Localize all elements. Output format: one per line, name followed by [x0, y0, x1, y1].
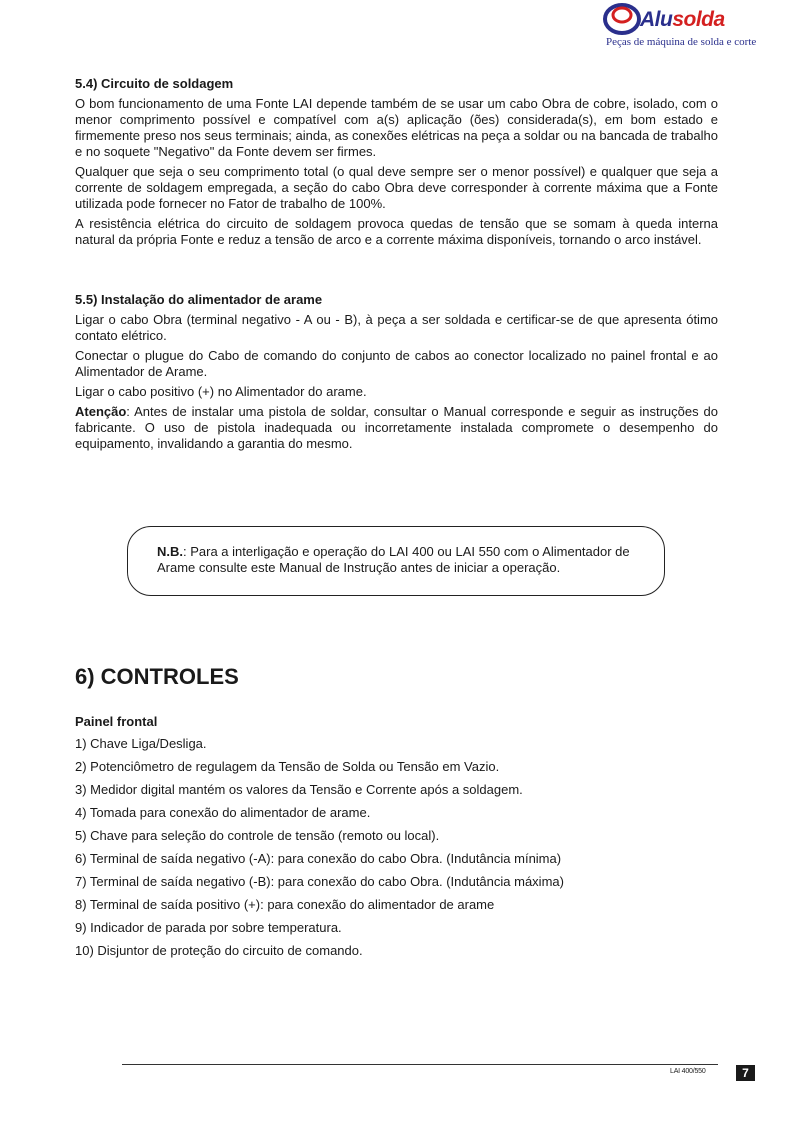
page-number: 7 [736, 1065, 755, 1081]
brand-logo-icon [602, 2, 642, 36]
list-item: 10) Disjuntor de proteção do circuito de comando. [75, 943, 363, 958]
section-6-title: 6) CONTROLES [75, 664, 239, 689]
note-box [127, 526, 665, 596]
section-5-4-title: 5.4) Circuito de soldagem [75, 76, 234, 91]
list-item: 3) Medidor digital mantém os valores da Tensão e Corrente após a soldagem. [75, 782, 523, 797]
note-body: : Para a interligação e operação do LAI 400 ou LAI 550 com o Alimentador de Arame consulte este Manual de Instrução antes de iniciar a operação. [157, 544, 630, 575]
footer-divider [122, 1064, 718, 1065]
list-item: 8) Terminal de saída positivo (+): para conexão do alimentador de arame [75, 897, 495, 912]
paragraph: O bom funcionamento de uma Fonte LAI depende também de se usar um cabo Obra de cobre, isolado, com o menor comprimento possível e compatível com a(s) aplicação (ões) considerada(s), em bom estado e firmemente preso nos seus terminais; ainda, as conexões elétricas na peça a soldar ou na bancada de trabalho e no soquete "Negativo" da Fonte devem ser firmes. [75, 96, 718, 159]
paragraph: Ligar o cabo positivo (+) no Alimentador do arame. [75, 384, 367, 399]
brand-name: Alusolda [640, 8, 725, 31]
paragraph: Ligar o cabo Obra (terminal negativo - A ou - B), à peça a ser soldada e certificar-se de que apresenta ótimo contato elétrico. [75, 312, 718, 343]
brand-tagline: Peças de máquina de solda e corte [606, 36, 757, 48]
paragraph: Conectar o plugue do Cabo de comando do conjunto de cabos ao conector localizado no painel frontal e ao Alimentador de Arame. [75, 348, 718, 379]
controls-list [75, 736, 564, 966]
list-item: 9) Indicador de parada por sobre temperatura. [75, 920, 342, 935]
brand-logo [600, 2, 757, 52]
note-label: N.B. [157, 544, 183, 559]
paragraph: A resistência elétrica do circuito de soldagem provoca quedas de tensão que se somam à queda interna natural da própria Fonte e reduz a tensão de arco e a corrente máxima disponíveis, tornando o arco instável. [75, 216, 718, 247]
list-item: 4) Tomada para conexão do alimentador de arame. [75, 805, 371, 820]
attention-text: : Antes de instalar uma pistola de soldar, consultar o Manual corresponde e seguir as instruções do fabricante. O uso de pistola inadequada ou incorretamente instalada compromete o desempenho do equipamento, invalidando a garantia do mesmo. [75, 404, 718, 451]
list-item: 1) Chave Liga/Desliga. [75, 736, 207, 751]
document-body [75, 76, 718, 456]
list-item: 5) Chave para seleção do controle de tensão (remoto ou local). [75, 828, 440, 843]
panel-subtitle: Painel frontal [75, 714, 158, 729]
section-5-5-title: 5.5) Instalação do alimentador de arame [75, 292, 323, 307]
list-item: 2) Potenciômetro de regulagem da Tensão de Solda ou Tensão em Vazio. [75, 759, 500, 774]
attention-label: Atenção [75, 404, 127, 419]
list-item: 6) Terminal de saída negativo (-A): para conexão do cabo Obra. (Indutância mínima) [75, 851, 562, 866]
footer-model: LAI 400/550 [670, 1068, 706, 1075]
attention-paragraph [75, 404, 718, 452]
paragraph: Qualquer que seja o seu comprimento total (o qual deve sempre ser o menor possível) e qualquer que seja a corrente de soldagem empregada, a seção do cabo Obra deve corresponder à corrente máxima que a Fonte utilizada pode fornecer no Fator de trabalho de 100%. [75, 164, 718, 211]
list-item: 7) Terminal de saída negativo (-B): para conexão do cabo Obra. (Indutância máxima) [75, 874, 564, 889]
note-text [157, 544, 657, 576]
